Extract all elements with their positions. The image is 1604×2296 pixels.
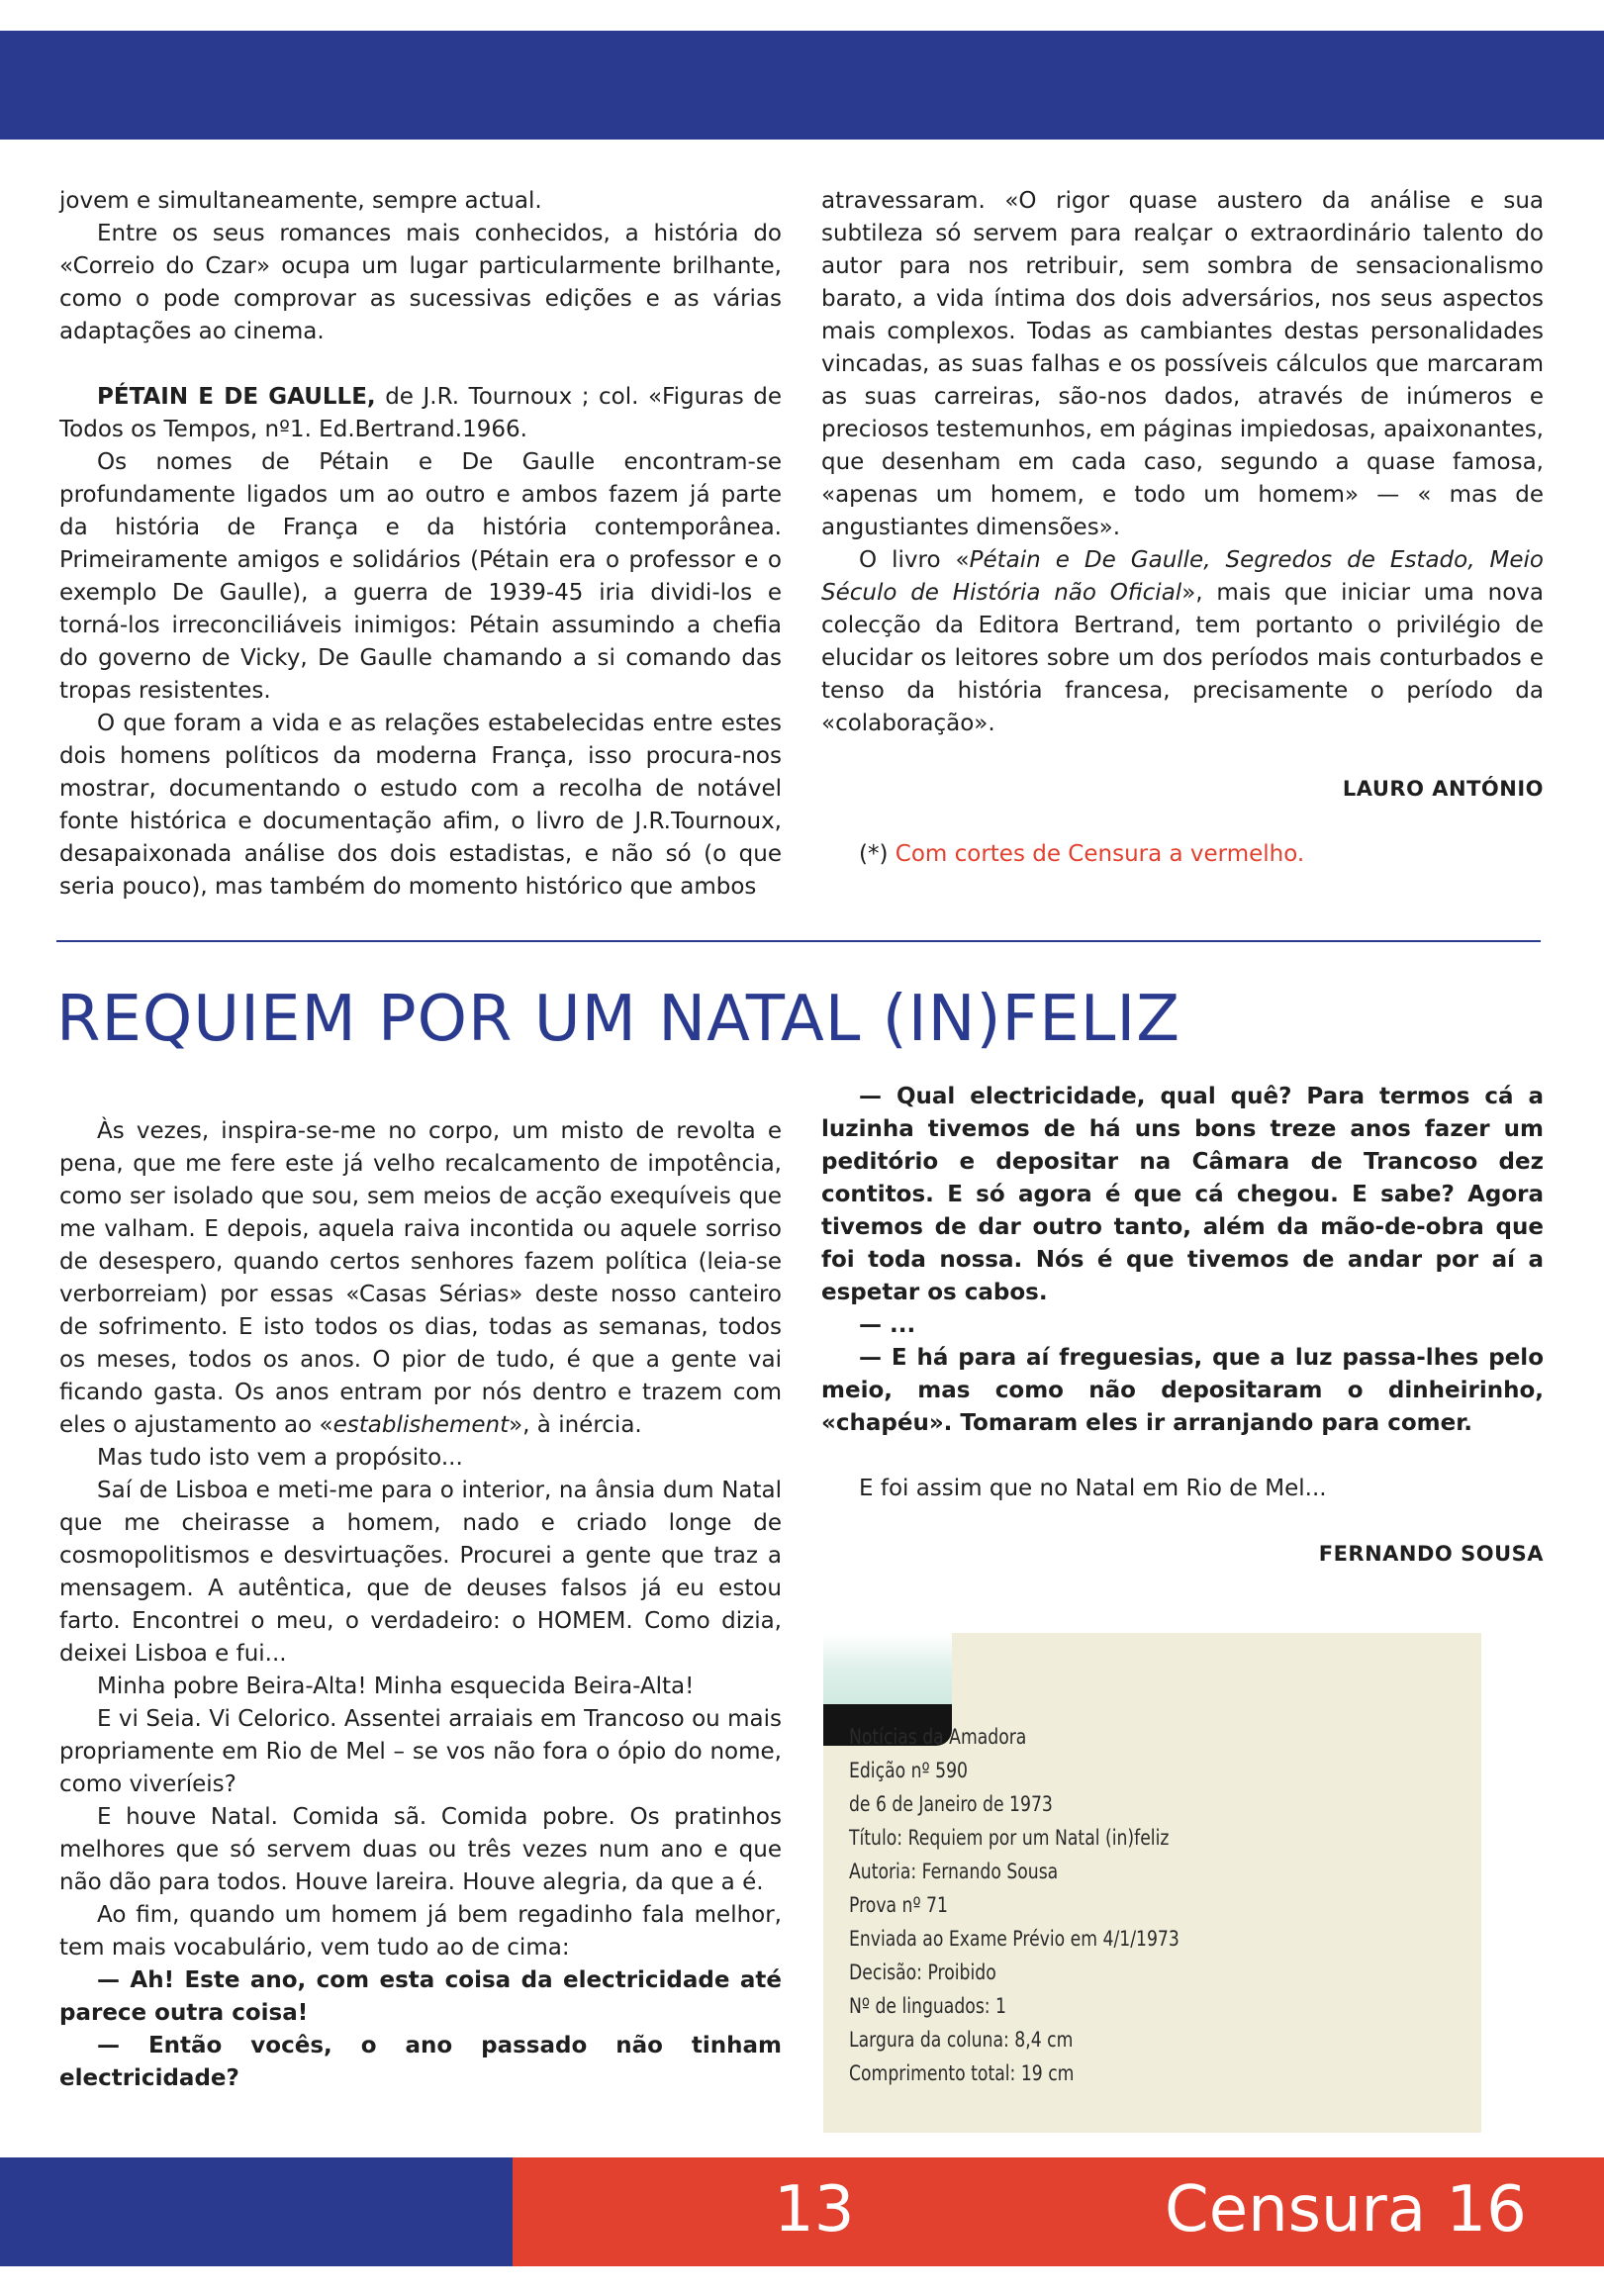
paragraph: Às vezes, inspira-se-me no corpo, um misto de revolta e pena, que me fere este já velho recalcamento de impotência, como ser isolado que sou, sem meios de acção exequíveis que me valham. E depois, aquela raiva incontida ou aquele sorriso de desespero, quando certos senhores fazem política (leia-se verborreiam) por essas «Casas Sérias» deste nosso canteiro de sofrimento. E isto todos os dias, todas as semanas, todos os meses, todos os anos. O pior de tudo, é que a gente vai ficando gasta. Os anos entram por nós dentro e trazem com eles o ajustamento ao «establishement», à inércia. [59, 1118, 782, 1438]
book-details: de J.R. Tournoux ; col. «Figuras de Todos os Tempos, nº1. Ed.Bertrand.1966. [59, 384, 782, 442]
paragraph: atravessaram. «O rigor quase austero da análise e sua subtileza só servem para realçar o extraordinário talento do autor para nos retribuir, sem sombra de sensacionalismo barato, a vida íntima dos dois adversários, nos seus aspectos mais complexos. Todas as cambiantes destas personalidades vincadas, as suas falhas e os possíveis cálculos que marcaram as suas carreiras, são-nos dados, através de inúmeros e preciosos testemunhos, em páginas impiedosas, apaixonantes, que desenham em cada caso, segundo a quase famosa, «apenas um homem, e todo um homem» — « mas de angustiantes dimensões». [821, 188, 1544, 540]
paragraph: Os nomes de Pétain e De Gaulle encontram-se profundamente ligados um ao outro e ambos fazem já parte da história de França e da história contemporânea. Primeiramente amigos e solidários (Pétain era o professor e o exemplo De Gaulle), a guerra de 1939-45 iria dividi-los e torná-los irreconciliáveis inimigos: Pétain assumindo a chefia do governo de Vicky, De Gaulle chamando a si comando das tropas resistentes. [59, 449, 782, 704]
upper-left-column [59, 185, 782, 904]
section-divider [56, 940, 1541, 942]
card-line: Edição nº 590 [849, 1759, 969, 1782]
dialogue-line: — Ah! Este ano, com esta coisa da electricidade até parece outra coisa! [59, 1967, 782, 2026]
card-line: Notícias da Amadora [849, 1725, 1027, 1749]
card-line: de 6 de Janeiro de 1973 [849, 1792, 1053, 1816]
paragraph: jovem e simultaneamente, sempre actual. [59, 188, 542, 214]
card-record-lines [849, 1720, 1179, 2090]
author-signature: LAURO ANTÓNIO [1342, 777, 1544, 801]
page-number: 13 [774, 2173, 855, 2247]
card-line: Prova nº 71 [849, 1893, 948, 1917]
paragraph: Ao fim, quando um homem já bem regadinho fala melhor, tem mais vocabulário, vem tudo ao de cima: [59, 1902, 782, 1961]
magazine-name: Censura 16 [1165, 2173, 1527, 2247]
censorship-record-card [823, 1577, 1481, 2133]
paragraph: E houve Natal. Comida sã. Comida pobre. Os pratinhos melhores que só servem duas ou três vezes num ano e que não dão para todos. Houve lareira. Houve alegria, da que a é. [59, 1804, 782, 1895]
paragraph: Saí de Lisboa e meti-me para o interior, na ânsia dum Natal que me cheirasse a homem, nado e criado longe de cosmopolitismos e desvirtuações. Procurei a gente que traz a mensagem. A autêntica, que de deuses falsos já eu estou farto. Encontrei o meu, o verdadeiro: o HOMEM. Como dizia, deixei Lisboa e fui... [59, 1478, 782, 1667]
dialogue-line: — Qual electricidade, qual quê? Para termos cá a luzinha tivemos de há uns bons treze anos fazer um peditório e depositar na Câmara de Trancoso dez contitos. E só agora é que cá chegou. E sabe? Agora tivemos de dar outro tanto, além da mão-de-obra que foi toda nossa. Nós é que tivemos de andar por aí a espetar os cabos. [821, 1084, 1544, 1305]
paragraph: E vi Seia. Vi Celorico. Assentei arraiais em Trancoso ou mais propriamente em Rio de Mel – se vos não fora o ópio do nome, como viveríeis? [59, 1706, 782, 1797]
lower-right-column [821, 1081, 1544, 1571]
card-line: Enviada ao Exame Prévio em 4/1/1973 [849, 1927, 1179, 1951]
book-title: PÉTAIN E DE GAULLE, [97, 384, 376, 410]
paragraph: Mas tudo isto vem a propósito... [97, 1445, 463, 1471]
paragraph: O que foram a vida e as relações estabelecidas entre estes dois homens políticos da moderna França, isso procura-nos mostrar, documentando o estudo com a recolha de notável fonte histórica e documentação afim, o livro de J.R.Tournoux, desapaixonada análise dos dois estadistas, e não só (o que seria pouco), mas também do momento histórico que ambos [59, 711, 782, 900]
censorship-note: (*) Com cortes de Censura a vermelho. [859, 841, 1305, 867]
censorship-note-text: Com cortes de Censura a vermelho. [895, 841, 1305, 867]
paragraph: E foi assim que no Natal em Rio de Mel... [859, 1476, 1327, 1501]
card-line: Nº de linguados: 1 [849, 1994, 1007, 2018]
article-headline: REQUIEM POR UM NATAL (IN)FELIZ [56, 983, 1181, 1056]
paragraph: Entre os seus romances mais conhecidos, a história do «Correio do Czar» ocupa um lugar particularmente brilhante, como o pode comprovar as sucessivas edições e as várias adaptações ao cinema. [59, 221, 782, 344]
upper-right-column [821, 185, 1544, 871]
dialogue-line: — E há para aí freguesias, que a luz passa-lhes pelo meio, mas como não depositaram o dinheirinho, «chapéu». Tomaram eles ir arranjando para comer. [821, 1345, 1544, 1436]
card-line: Autoria: Fernando Sousa [849, 1860, 1059, 1883]
card-line: Comprimento total: 19 cm [849, 2061, 1075, 2085]
paragraph: Minha pobre Beira-Alta! Minha esquecida Beira-Alta! [97, 1674, 695, 1699]
book-full-title: Pétain e De Gaulle, Segredos de Estado, Meio Século de História não Oficial [821, 547, 1544, 606]
author-signature: FERNANDO SOUSA [1318, 1542, 1544, 1566]
footer-blue-band [0, 2157, 513, 2266]
dialogue-line: — ... [859, 1312, 916, 1338]
card-line: Decisão: Proibido [849, 1961, 996, 1984]
lower-left-column [59, 1115, 782, 2095]
dialogue-line: — Então vocês, o ano passado não tinham electricidade? [59, 2033, 782, 2091]
book-reference [59, 381, 782, 446]
card-line: Título: Requiem por um Natal (in)feliz [849, 1826, 1170, 1850]
top-color-band [0, 31, 1604, 140]
card-line: Largura da coluna: 8,4 cm [849, 2028, 1074, 2052]
paragraph: O livro «Pétain e De Gaulle, Segredos de Estado, Meio Século de História não Oficial», mais que iniciar uma nova colecção da Editora Bertrand, tem portanto o privilégio de elucidar os leitores sobre um dos períodos mais conturbados e tenso da história francesa, precisamente o período da «colaboração». [821, 547, 1544, 736]
card-tab-highlight [823, 1633, 952, 1704]
